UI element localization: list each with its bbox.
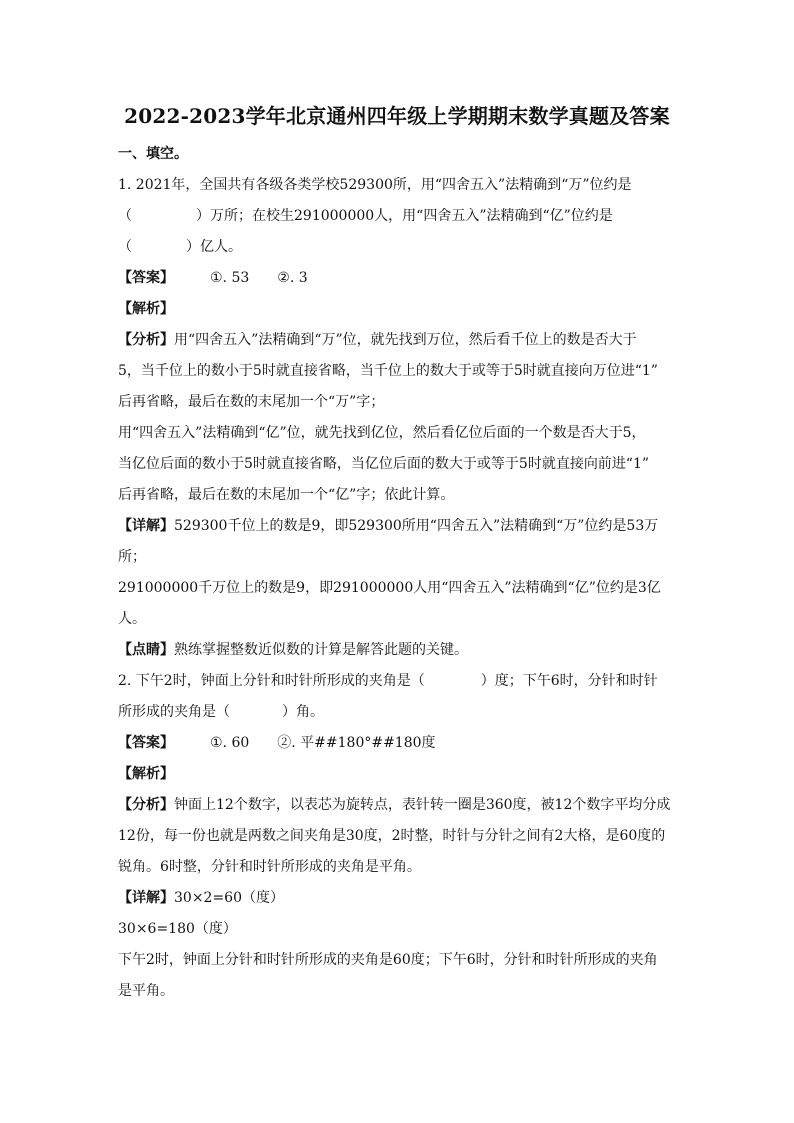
answer-tag: 【答案】	[118, 270, 174, 286]
q2-text-1b: ）度；下午6时，分针和时针	[480, 673, 658, 689]
q2-text-line-1	[118, 666, 676, 697]
q1-fenxi-text-1: 用“四舍五入”法精确到“万”位，就先找到万位，然后看千位上的数是否大于	[174, 332, 637, 348]
q1-xiangjie-text-1: 529300千位上的数是9，即529300所用“四舍五入”法精确到“万”位约是53万	[174, 518, 659, 534]
q1-blank2-open: （	[118, 239, 132, 255]
q2-text-2b: ）角。	[282, 704, 324, 720]
xiangjie-tag: 【详解】	[118, 518, 174, 534]
q1-text-line-1: 1. 2021年，全国共有各级各类学校529300所，用“四舍五入”法精确到“万”位约是	[118, 177, 632, 193]
q1-analysis-tag: 【解析】	[118, 301, 174, 317]
q1-blank-close: ）万所；在校生291000000人，用“四舍五入”法精确到“亿”位约是	[196, 208, 613, 224]
q1-fenxi-line-6: 后再省略，最后在数的末尾加一个“亿”字；依此计算。	[118, 487, 455, 503]
answer-tag: 【答案】	[118, 735, 174, 751]
q2-text-1a: 2. 下午2时，钟面上分针和时针所形成的夹角是（	[118, 673, 425, 689]
q1-text-line-3	[118, 232, 676, 263]
section-heading-fill-in: 一、填空。	[118, 146, 188, 162]
q2-answer-1: ①. 60	[210, 735, 250, 751]
q1-fenxi-line-4: 用“四舍五入”法精确到“亿”位，就先找到亿位，然后看亿位后面的一个数是否大于5，	[118, 425, 646, 441]
q1-xiangjie-line-2: 所；	[118, 549, 146, 565]
q1-xiangjie-line-4: 人。	[118, 611, 146, 627]
q2-text-2a: 所形成的夹角是（	[118, 704, 230, 720]
q1-fenxi-line-5: 当亿位后面的数小于5时就直接省略，当亿位后面的数大于或等于5时就直接向前进“1”	[118, 456, 650, 472]
dianjing-tag: 【点睛】	[118, 642, 174, 658]
q1-dianjing-text: 熟练掌握整数近似数的计算是解答此题的关键。	[174, 642, 468, 658]
q2-analysis-tag: 【解析】	[118, 766, 174, 782]
q2-answer	[118, 728, 676, 759]
q1-answer-1: ①. 53	[210, 270, 250, 286]
fenxi-tag: 【分析】	[118, 797, 174, 813]
q2-text-line-2	[118, 697, 676, 728]
q2-calc-line-2: 30×6=180（度）	[118, 921, 237, 937]
fenxi-tag: 【分析】	[118, 332, 174, 348]
q2-fenxi-line-3: 锐角。6时整，分针和时针所形成的夹角是平角。	[118, 859, 421, 875]
q2-conclusion-line-2: 是平角。	[118, 983, 174, 999]
q1-answer-2: ②. 3	[277, 270, 308, 286]
q1-fenxi-line-1	[118, 325, 676, 356]
q2-xiangjie-line-1	[118, 883, 676, 914]
q1-text-line-2	[118, 201, 676, 232]
q2-fenxi-text-1: 钟面上12个数字，以表芯为旋转点，表针转一圈是360度，被12个数字平均分成	[174, 797, 671, 813]
q2-answer-2: ②. 平##180°##180度	[277, 735, 436, 751]
q1-answer	[118, 263, 676, 294]
q1-dianjing	[118, 635, 676, 666]
q1-xiangjie-line-3: 291000000千万位上的数是9，即291000000人用“四舍五入”法精确到“亿”位约是3亿	[118, 580, 661, 596]
document-title: 2022-2023学年北京通州四年级上学期期末数学真题及答案	[124, 104, 670, 128]
q1-fenxi-line-2: 5，当千位上的数小于5时就直接省略，当千位上的数大于或等于5时就直接向万位进“1”	[118, 363, 658, 379]
q1-fenxi-line-3: 后再省略，最后在数的末尾加一个“万”字；	[118, 394, 385, 410]
q2-calc-1: 30×2=60（度）	[174, 890, 284, 906]
q2-fenxi-line-2: 12份，每一份也就是两数之间夹角是30度，2时整，时针与分针之间有2大格，是60度的	[118, 828, 666, 844]
q1-blank2-close: ）亿人。	[186, 239, 242, 255]
q2-fenxi-line-1	[118, 790, 676, 821]
xiangjie-tag: 【详解】	[118, 890, 174, 906]
q1-blank-open: （	[118, 208, 132, 224]
q1-xiangjie-line-1	[118, 511, 676, 542]
q2-conclusion-line-1: 下午2时，钟面上分针和时针所形成的夹角是60度；下午6时，分针和时针所形成的夹角	[118, 952, 658, 968]
